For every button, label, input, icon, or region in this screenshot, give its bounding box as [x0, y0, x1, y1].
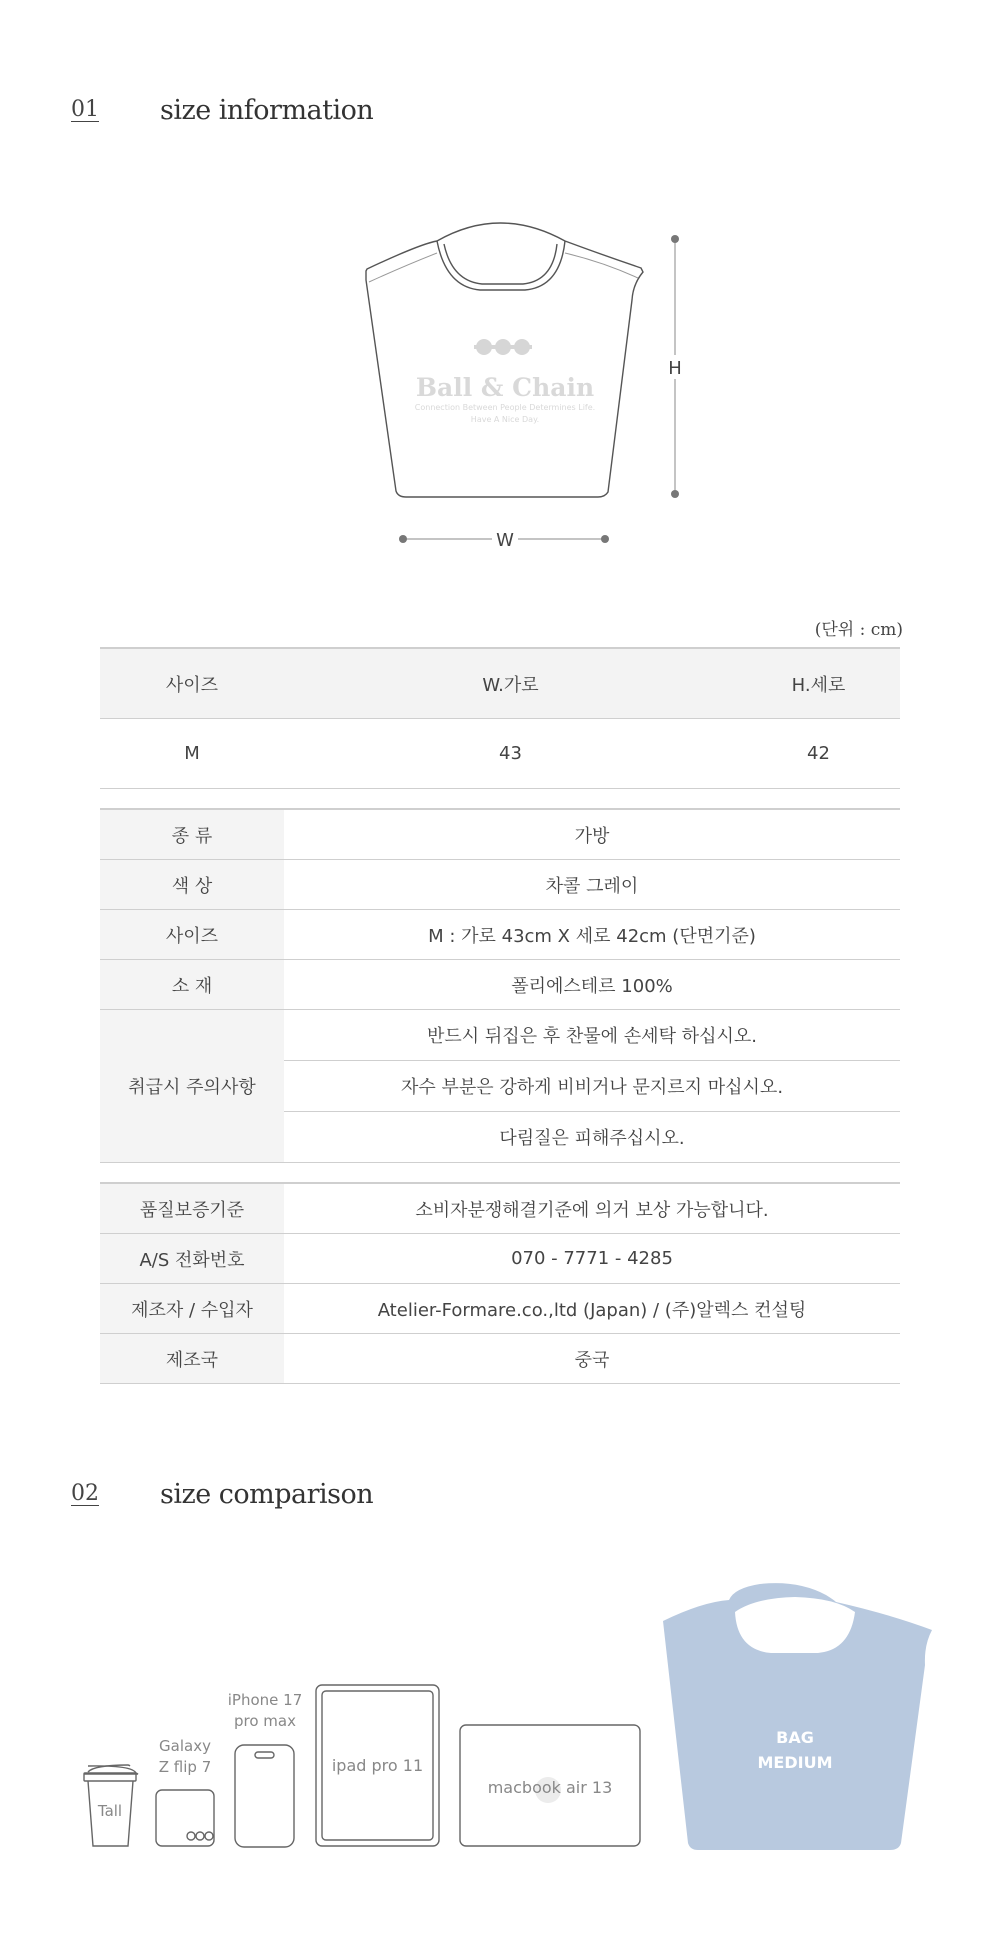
color-label: 색 상 — [100, 860, 284, 909]
height-label: H — [668, 358, 682, 379]
height-value: 42 — [807, 743, 830, 764]
iphone-label-line2: pro max — [234, 1712, 296, 1730]
kind-label: 종 류 — [100, 810, 284, 859]
header-height: H.세로 — [791, 674, 846, 696]
flip-label-line2: Z flip 7 — [158, 1758, 212, 1776]
origin-label: 제조국 — [100, 1334, 284, 1383]
as-phone-value: 070 - 7771 - 4285 — [511, 1248, 673, 1269]
maker-value: Atelier-Formare.co.,ltd (Japan) / (주)알렉스 컨설팅 — [377, 1299, 807, 1321]
bag-label-line1: BAG — [776, 1728, 814, 1747]
care-value-3: 다림질은 피해주십시오. — [499, 1128, 685, 1149]
width-value: 43 — [499, 743, 522, 764]
section-title-1: size information — [160, 95, 374, 126]
maker-label: 제조자 / 수입자 — [100, 1284, 284, 1333]
ipad-label: ipad pro 11 — [331, 1756, 424, 1775]
material-label: 소 재 — [100, 960, 284, 1009]
section-number-1: 01 — [71, 97, 99, 122]
width-label: W — [496, 530, 514, 551]
iphone-icon — [235, 1745, 294, 1847]
header-size: 사이즈 — [165, 674, 219, 696]
logo-brand-name: Ball & Chain — [415, 373, 595, 402]
unit-label: (단위 : cm) — [814, 620, 903, 640]
size-label: 사이즈 — [100, 910, 284, 959]
care-value-1: 반드시 뒤집은 후 찬물에 손세탁 하십시오. — [284, 1010, 900, 1061]
flip-label-line1: Galaxy — [159, 1737, 211, 1755]
origin-value: 중국 — [574, 1349, 610, 1371]
as-phone-label: A/S 전화번호 — [100, 1234, 284, 1283]
size-value: M — [184, 743, 200, 764]
macbook-label: macbook air 13 — [487, 1778, 613, 1797]
warranty-label: 품질보증기준 — [100, 1184, 284, 1233]
cup-label: Tall — [97, 1802, 123, 1820]
section-number-2: 02 — [71, 1481, 99, 1506]
bag-silhouette-icon — [663, 1583, 932, 1850]
header-width: W.가로 — [482, 674, 539, 696]
bag-label-line2: MEDIUM — [757, 1753, 833, 1772]
logo-tagline-1: Connection Between People Determines Life. — [414, 403, 596, 412]
logo-tagline-2: Have A Nice Day. — [470, 415, 540, 424]
section-title-2: size comparison — [160, 1479, 374, 1510]
care-label: 취급시 주의사항 — [100, 1010, 284, 1162]
care-value-2: 자수 부분은 강하게 비비거나 문지르지 마십시오. — [284, 1061, 900, 1112]
iphone-label-line1: iPhone 17 — [227, 1691, 303, 1709]
color-value: 차콜 그레이 — [545, 875, 639, 897]
galaxy-flip-phone-icon — [156, 1790, 214, 1846]
kind-value: 가방 — [574, 825, 610, 847]
size-detail-value: M : 가로 43cm X 세로 42cm (단면기준) — [428, 925, 756, 947]
warranty-value: 소비자분쟁해결기준에 의거 보상 가능합니다. — [415, 1199, 769, 1221]
material-value: 폴리에스테르 100% — [511, 975, 673, 997]
